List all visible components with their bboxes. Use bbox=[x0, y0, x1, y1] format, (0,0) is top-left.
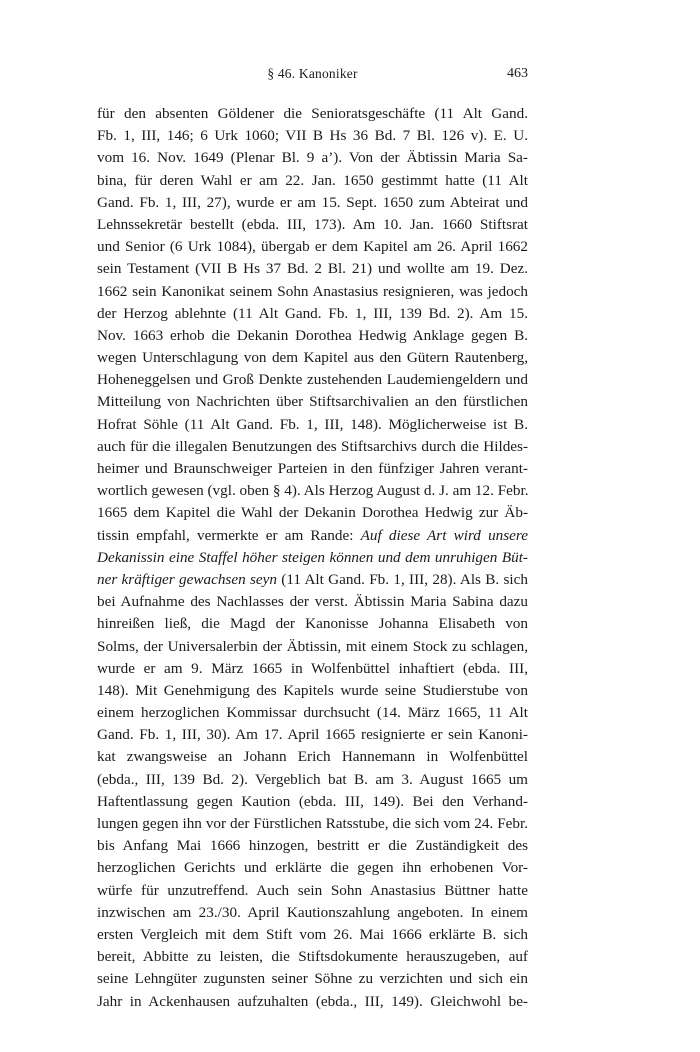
text-line bbox=[97, 968, 528, 990]
text-line bbox=[97, 880, 528, 902]
text-line bbox=[97, 946, 528, 968]
text-line bbox=[97, 769, 528, 791]
line-text: Mitteilung von Nachrichten über Stiftsarchivalien an den fürstlichen bbox=[97, 393, 528, 411]
line-text: lungen gegen ihn vor der Fürstlichen Ratsstube, die sich vom 24. Febr. bbox=[97, 815, 528, 832]
line-text: sein Testament (VII B Hs 37 Bd. 2 Bl. 21) und wollte am 19. Dez. bbox=[97, 260, 528, 278]
text-line bbox=[97, 547, 528, 569]
line-text: würfe für unzutreffend. Auch sein Sohn Anastasius Büttner hatte bbox=[97, 881, 528, 899]
text-line bbox=[97, 569, 528, 591]
text-line bbox=[97, 636, 528, 658]
text-line bbox=[97, 391, 528, 413]
text-line bbox=[97, 813, 528, 835]
line-text: wegen Unterschlagung von dem Kapitel aus den Gütern Rautenberg, bbox=[97, 349, 528, 367]
line-text: Jahr in Ackenhausen aufzuhalten (ebda., III, 149). Gleichwohl be- bbox=[97, 992, 528, 1010]
line-text: auch für die illegalen Benutzungen des Stiftsarchivs durch die Hildes- bbox=[97, 437, 528, 455]
text-line bbox=[97, 613, 528, 635]
line-text: und Senior (6 Urk 1084), übergab er dem Kapitel am 26. April 1662 bbox=[97, 238, 528, 256]
line-text: heimer und Braunschweiger Parteien in den fünfziger Jahren verant- bbox=[97, 460, 528, 477]
text-line bbox=[97, 170, 528, 192]
line-text: wortlich gewesen (vgl. oben § 4). Als Herzog August d. J. am 12. Febr. bbox=[97, 482, 529, 500]
line-text: (ebda., III, 139 Bd. 2). Vergeblich bat B. am 3. August 1665 um bbox=[97, 770, 528, 788]
page-header bbox=[97, 66, 528, 84]
line-text: kat zwangsweise an Johann Erich Hannemann in Wolfenbüttel bbox=[97, 748, 528, 766]
text-line bbox=[97, 857, 528, 879]
text-line bbox=[97, 480, 528, 502]
line-text: 1665 dem Kapitel die Wahl der Dekanin Dorothea Hedwig zur Äb- bbox=[97, 504, 528, 522]
text-line bbox=[97, 125, 528, 147]
text-line bbox=[97, 746, 528, 768]
line-text: bei Aufnahme des Nachlasses der verst. Äbtissin Maria Sabina dazu bbox=[97, 593, 528, 611]
line-text: der Herzog ablehnte (11 Alt Gand. Fb. 1, III, 139 Bd. 2). Am 15. bbox=[97, 304, 528, 322]
text-line bbox=[97, 791, 528, 813]
line-text: Haftentlassung gegen Kaution (ebda. III, 149). Bei den Verhand- bbox=[97, 792, 528, 810]
line-text: tissin empfahl, vermerkte er am Rande: bbox=[97, 526, 361, 544]
line-text: Lehnssekretär bestellt (ebda. III, 173). Am 10. Jan. 1660 Stiftsrat bbox=[97, 215, 528, 233]
line-text: hinreißen ließ, die Magd der Kanonisse Johanna Elisabeth von bbox=[97, 615, 528, 633]
line-text: wurde er am 9. März 1665 in Wolfenbüttel inhaftiert (ebda. III, bbox=[97, 659, 528, 677]
text-line bbox=[97, 436, 528, 458]
text-line bbox=[97, 281, 528, 303]
text-line bbox=[97, 103, 528, 125]
text-line bbox=[97, 924, 528, 946]
line-text: für den absenten Göldener die Senioratsgeschäfte (11 Alt Gand. bbox=[97, 105, 528, 122]
text-line bbox=[97, 236, 528, 258]
italic-quote-text: Auf diese Art wird unsere bbox=[360, 526, 528, 544]
text-line bbox=[97, 192, 528, 214]
line-text: 148). Mit Genehmigung des Kapitels wurde seine Studierstube von bbox=[97, 681, 528, 699]
text-line bbox=[97, 214, 528, 236]
page-number: 463 bbox=[507, 66, 528, 81]
text-line bbox=[97, 414, 528, 436]
text-line bbox=[97, 303, 528, 325]
text-line bbox=[97, 835, 528, 857]
text-line bbox=[97, 680, 528, 702]
italic-quote-text: ner kräftiger gewachsen seyn bbox=[97, 570, 277, 588]
text-line bbox=[97, 724, 528, 746]
line-text: vom 16. Nov. 1649 (Plenar Bl. 9 a’). Von der Äbtissin Maria Sa- bbox=[97, 149, 528, 167]
body-text bbox=[97, 103, 528, 1013]
line-text: 1662 sein Kanonikat seinem Sohn Anastasius resignieren, was jedoch bbox=[97, 282, 528, 300]
running-head: § 46. Kanoniker bbox=[267, 66, 358, 81]
text-line bbox=[97, 702, 528, 724]
line-text: inzwischen am 23./30. April Kautionszahlung angeboten. In einem bbox=[97, 903, 528, 921]
line-text: Nov. 1663 erhob die Dekanin Dorothea Hedwig Anklage gegen B. bbox=[97, 326, 528, 344]
line-text: einem herzoglichen Kommissar durchsucht (14. März 1665, 11 Alt bbox=[97, 704, 528, 722]
text-line bbox=[97, 458, 528, 480]
line-text: (11 Alt Gand. Fb. 1, III, 28). Als B. sich bbox=[276, 570, 528, 588]
italic-quote-text: Dekanissin eine Staffel höher steigen können und dem unruhigen Büt- bbox=[97, 548, 528, 566]
line-text: seine Lehngüter zugunsten seiner Söhne zu verzichten und sich ein bbox=[97, 970, 528, 988]
line-text: bis Anfang Mai 1666 hinzogen, bestritt er die Zuständigkeit des bbox=[97, 837, 528, 855]
text-line bbox=[97, 325, 528, 347]
line-text: Hofrat Söhle (11 Alt Gand. Fb. 1, III, 148). Möglicherweise ist B. bbox=[97, 415, 528, 433]
line-text: Gand. Fb. 1, III, 27), wurde er am 15. Sept. 1650 zum Abteirat und bbox=[97, 193, 528, 211]
text-line bbox=[97, 502, 528, 524]
text-line bbox=[97, 991, 528, 1013]
text-line bbox=[97, 591, 528, 613]
line-text: Hoheneggelsen und Groß Denkte zustehenden Laudemiengeldern und bbox=[97, 371, 528, 389]
text-line bbox=[97, 525, 528, 547]
line-text: bina, für deren Wahl er am 22. Jan. 1650 gestimmt hatte (11 Alt bbox=[97, 171, 528, 189]
text-line bbox=[97, 147, 528, 169]
line-text: herzoglichen Gerichts und erklärte die gegen ihn erhobenen Vor- bbox=[97, 859, 528, 877]
line-text: Solms, der Universalerbin der Äbtissin, mit einem Stock zu schlagen, bbox=[97, 637, 528, 655]
text-line bbox=[97, 658, 528, 680]
line-text: bereit, Abbitte zu leisten, die Stiftsdokumente herauszugeben, auf bbox=[97, 948, 528, 966]
text-line bbox=[97, 258, 528, 280]
line-text: ersten Vergleich mit dem Stift vom 26. Mai 1666 erklärte B. sich bbox=[97, 925, 528, 943]
text-line bbox=[97, 902, 528, 924]
text-line bbox=[97, 369, 528, 391]
text-line bbox=[97, 347, 528, 369]
line-text: Fb. 1, III, 146; 6 Urk 1060; VII B Hs 36 Bd. 7 Bl. 126 v). E. U. bbox=[97, 127, 528, 145]
line-text: Gand. Fb. 1, III, 30). Am 17. April 1665 resignierte er sein Kanoni- bbox=[97, 726, 528, 744]
